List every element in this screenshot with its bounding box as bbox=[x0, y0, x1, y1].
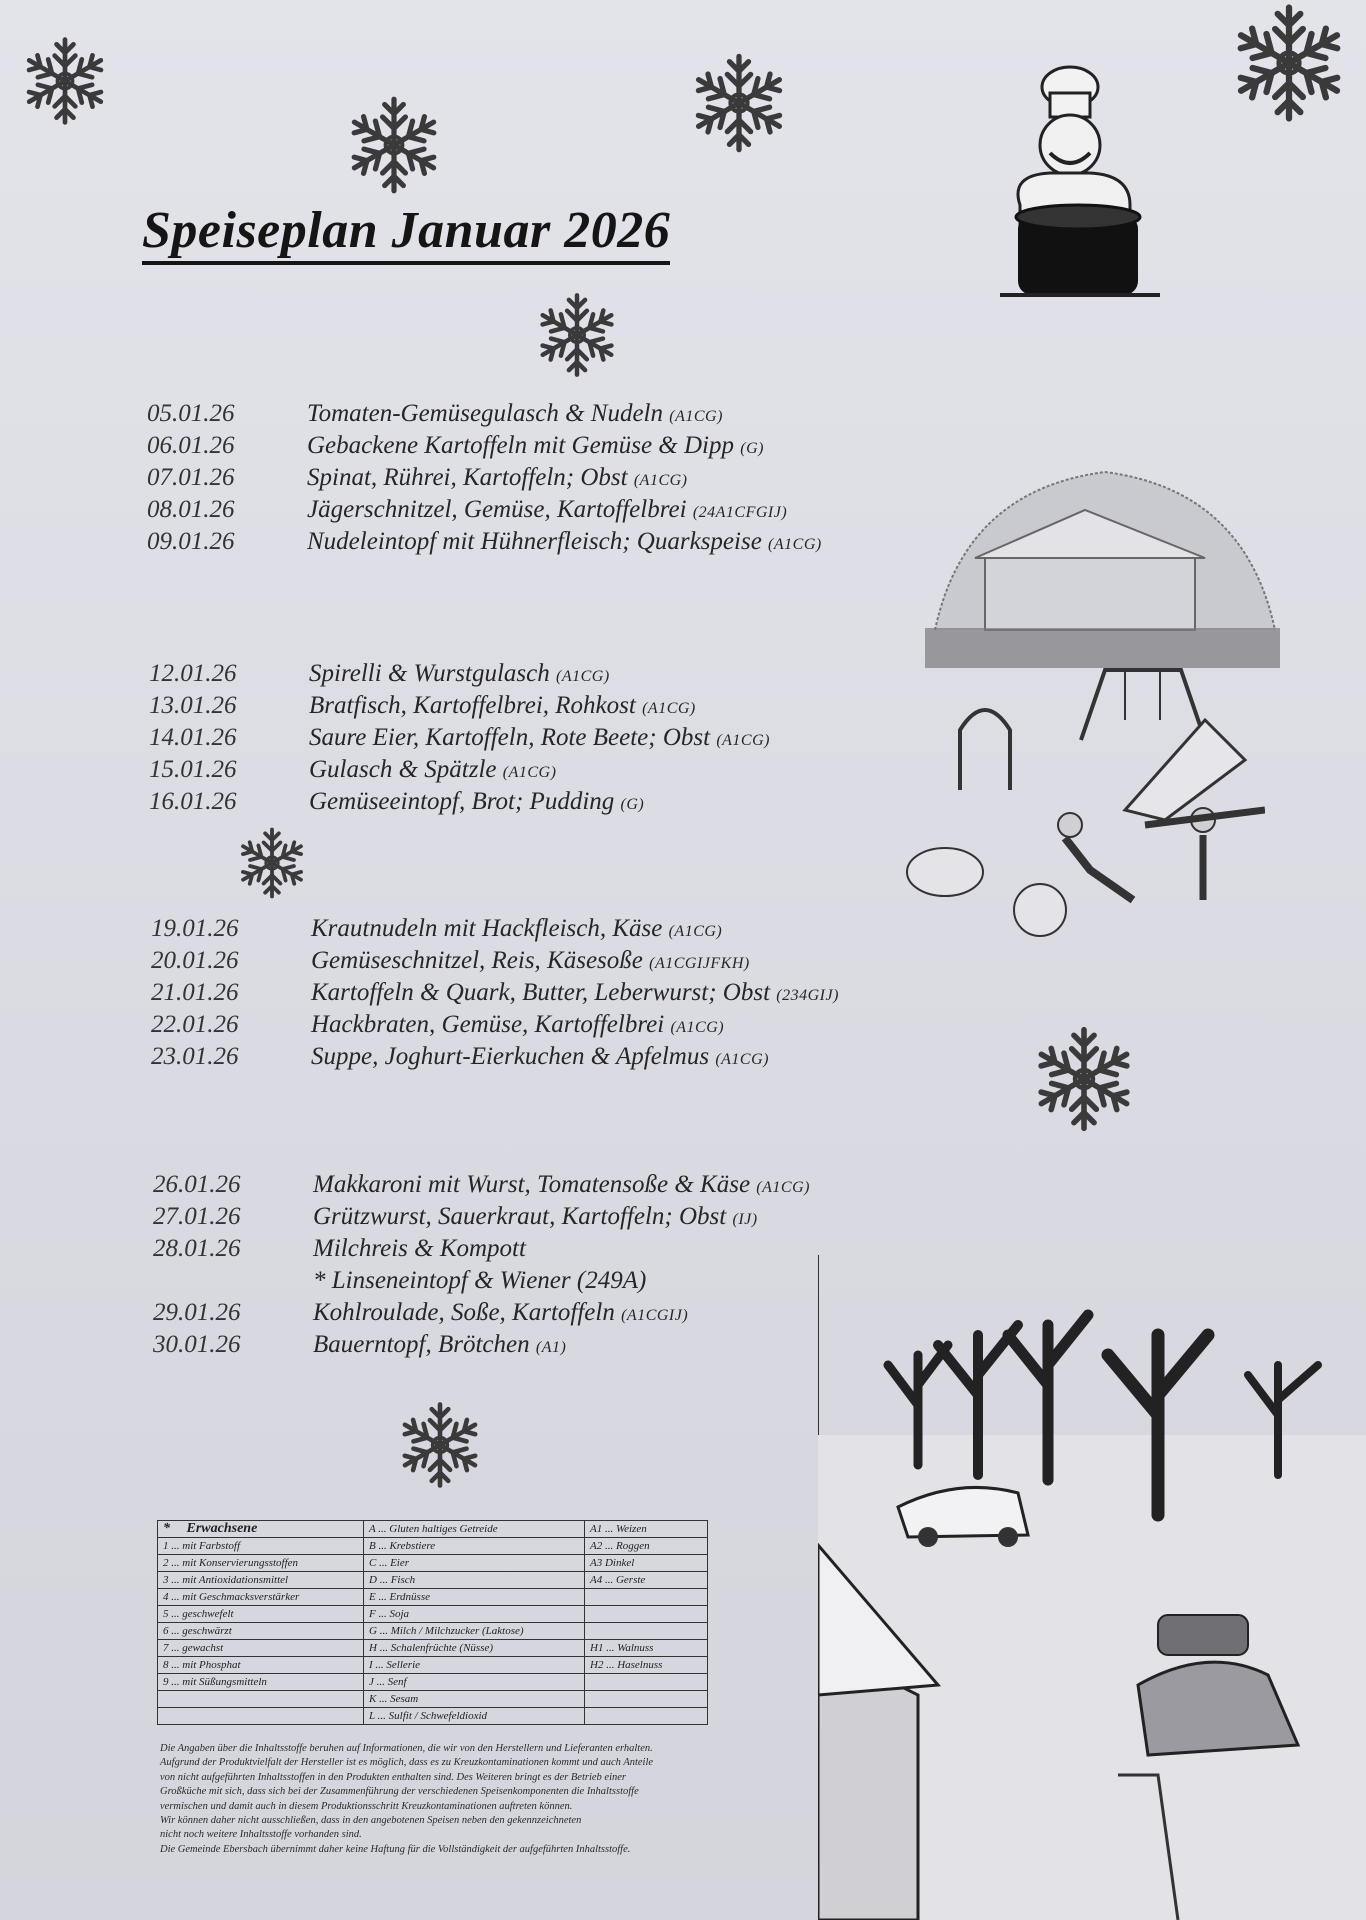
meal-text: Milchreis & Kompott bbox=[313, 1235, 526, 1262]
menu-meal bbox=[307, 432, 764, 460]
menu-date: 15.01.26 bbox=[149, 756, 237, 783]
legend-cell bbox=[585, 1606, 708, 1623]
allergen-disclaimer bbox=[160, 1742, 810, 1857]
disclaimer-line: Die Gemeinde Ebersbach übernimmt daher keine Haftung für die Vollständigkeit der aufgeführten Inhaltsstoffe. bbox=[160, 1843, 631, 1855]
menu-meal bbox=[311, 979, 839, 1007]
legend-cell: C ... Eier bbox=[364, 1555, 585, 1572]
allergen-code: (A1CG) bbox=[556, 668, 610, 685]
menu-date: 05.01.26 bbox=[147, 400, 235, 427]
meal-text: Jägerschnitzel, Gemüse, Kartoffelbrei bbox=[307, 496, 687, 523]
menu-meal bbox=[307, 496, 787, 524]
disclaimer-line: nicht noch weitere Inhaltsstoffe vorhanden sind. bbox=[160, 1829, 362, 1841]
allergen-code: (A1CG) bbox=[768, 536, 822, 553]
disclaimer-line: Aufgrund der Produktvielfalt der Hersteller ist es möglich, dass es zu Kreuzkontaminationen kommt und auch Anteile bbox=[160, 1757, 654, 1769]
snowflake-icon bbox=[1226, 0, 1352, 126]
menu-meal bbox=[311, 947, 750, 975]
legend-cell: 8 ... mit Phosphat bbox=[158, 1657, 364, 1674]
legend-cell: A4 ... Gerste bbox=[585, 1572, 708, 1589]
legend-cell bbox=[585, 1589, 708, 1606]
disclaimer-line: Wir können daher nicht ausschließen, dass in den angebotenen Speisen neben den gekennzeichneten bbox=[160, 1815, 582, 1827]
legend-row bbox=[158, 1674, 708, 1691]
menu-date: 29.01.26 bbox=[153, 1299, 241, 1326]
menu-date: 22.01.26 bbox=[151, 1011, 239, 1038]
legend-row bbox=[158, 1538, 708, 1555]
menu-date: 08.01.26 bbox=[147, 496, 235, 523]
meal-text: Hackbraten, Gemüse, Kartoffelbrei bbox=[311, 1011, 665, 1038]
legend-row bbox=[158, 1555, 708, 1572]
page-title: Speiseplan Januar 2026 bbox=[142, 204, 670, 265]
menu-date: 16.01.26 bbox=[149, 788, 237, 815]
legend-row bbox=[158, 1640, 708, 1657]
meal-text: Spirelli & Wurstgulasch bbox=[309, 660, 550, 687]
menu-meal bbox=[309, 788, 644, 816]
legend-cell: 4 ... mit Geschmacksverstärker bbox=[158, 1589, 364, 1606]
legend-cell: D ... Fisch bbox=[364, 1572, 585, 1589]
menu-date: 20.01.26 bbox=[151, 947, 239, 974]
legend-header-row bbox=[158, 1521, 708, 1538]
legend-cell bbox=[585, 1691, 708, 1708]
legend-star: * bbox=[163, 1521, 170, 1536]
legend-row bbox=[158, 1657, 708, 1674]
snowy-house-illustration bbox=[925, 460, 1280, 670]
allergen-code: (A1CGIJFKH) bbox=[649, 955, 750, 972]
allergen-legend-table bbox=[157, 1520, 708, 1725]
meal-text: Suppe, Joghurt-Eierkuchen & Apfelmus bbox=[311, 1043, 710, 1070]
menu-date: 14.01.26 bbox=[149, 724, 237, 751]
legend-cell: 3 ... mit Antioxidationsmittel bbox=[158, 1572, 364, 1589]
menu-meal bbox=[309, 756, 556, 784]
legend-cell: I ... Sellerie bbox=[364, 1657, 585, 1674]
playground-illustration bbox=[905, 660, 1265, 940]
legend-cell: K ... Sesam bbox=[364, 1691, 585, 1708]
legend-cell bbox=[585, 1623, 708, 1640]
legend-cell: 7 ... gewachst bbox=[158, 1640, 364, 1657]
menu-meal bbox=[309, 692, 696, 720]
allergen-code: (A1CGIJ) bbox=[621, 1307, 689, 1324]
allergen-code: (A1CG) bbox=[716, 732, 770, 749]
menu-date: 27.01.26 bbox=[153, 1203, 241, 1230]
snowflake-icon bbox=[394, 1399, 486, 1491]
menu-date: 07.01.26 bbox=[147, 464, 235, 491]
meal-text: Bratfisch, Kartoffelbrei, Rohkost bbox=[309, 692, 636, 719]
meal-text: * Linseneintopf & Wiener (249A) bbox=[313, 1267, 647, 1294]
allergen-code: (A1CG) bbox=[756, 1179, 810, 1196]
menu-meal bbox=[307, 464, 688, 492]
winter-village-illustration bbox=[818, 1215, 1366, 1920]
legend-row bbox=[158, 1623, 708, 1640]
meal-text: Bauerntopf, Brötchen bbox=[313, 1331, 530, 1358]
allergen-code: (G) bbox=[740, 440, 764, 457]
legend-cell: H ... Schalenfrüchte (Nüsse) bbox=[364, 1640, 585, 1657]
allergen-code: (A1CG) bbox=[715, 1051, 769, 1068]
allergen-code: (IJ) bbox=[732, 1211, 758, 1228]
meal-text: Nudeleintopf mit Hühnerfleisch; Quarkspeise bbox=[307, 528, 762, 555]
legend-cell: 9 ... mit Süßungsmitteln bbox=[158, 1674, 364, 1691]
menu-date: 26.01.26 bbox=[153, 1171, 241, 1198]
meal-text: Spinat, Rührei, Kartoffeln; Obst bbox=[307, 464, 628, 491]
legend-cell: A1 ... Weizen bbox=[585, 1521, 708, 1538]
menu-date: 13.01.26 bbox=[149, 692, 237, 719]
meal-text: Kartoffeln & Quark, Butter, Leberwurst; Obst bbox=[311, 979, 771, 1006]
menu-date: 06.01.26 bbox=[147, 432, 235, 459]
menu-meal bbox=[313, 1267, 646, 1295]
snowflake-icon bbox=[532, 287, 622, 383]
legend-cell: E ... Erdnüsse bbox=[364, 1589, 585, 1606]
legend-row bbox=[158, 1606, 708, 1623]
allergen-code: (A1CG) bbox=[669, 408, 723, 425]
legend-cell: F ... Soja bbox=[364, 1606, 585, 1623]
menu-meal bbox=[313, 1171, 810, 1199]
legend-cell: J ... Senf bbox=[364, 1674, 585, 1691]
legend-cell bbox=[585, 1708, 708, 1725]
meal-text: Krautnudeln mit Hackfleisch, Käse bbox=[311, 915, 663, 942]
menu-meal bbox=[313, 1299, 688, 1327]
allergen-code: (A1CG) bbox=[670, 1019, 725, 1036]
snowflake-icon bbox=[1028, 1022, 1140, 1136]
menu-meal bbox=[311, 1011, 724, 1039]
allergen-code: (A1CG) bbox=[502, 764, 557, 781]
legend-header-cell bbox=[158, 1521, 364, 1538]
legend-cell: B ... Krebstiere bbox=[364, 1538, 585, 1555]
allergen-code: (A1CG) bbox=[668, 923, 723, 940]
allergen-code: (A1) bbox=[535, 1339, 567, 1356]
menu-meal bbox=[309, 660, 610, 688]
meal-text: Makkaroni mit Wurst, Tomatensoße & Käse bbox=[313, 1171, 751, 1198]
menu-date: 09.01.26 bbox=[147, 528, 235, 555]
allergen-code: (A1CG) bbox=[633, 472, 688, 489]
disclaimer-line: Großküche mit sich, dass sich bei der Zusammenführung der verschiedenen Speisenkomponenten die Inhaltsstoffe bbox=[160, 1786, 639, 1798]
legend-cell: A2 ... Roggen bbox=[585, 1538, 708, 1555]
snowflake-icon bbox=[234, 823, 310, 903]
meal-text: Gebackene Kartoffeln mit Gemüse & Dipp bbox=[307, 432, 734, 459]
legend-row bbox=[158, 1572, 708, 1589]
disclaimer-line: von nicht aufgeführten Inhaltsstoffen in den Produkten enthalten sind. Des Weiteren bringt es der Betrieb einer bbox=[160, 1771, 626, 1783]
legend-row bbox=[158, 1589, 708, 1606]
legend-cell: H1 ... Walnuss bbox=[585, 1640, 708, 1657]
allergen-code: (24A1CFGIJ) bbox=[692, 504, 788, 521]
legend-cell: A ... Gluten haltiges Getreide bbox=[364, 1521, 585, 1538]
legend-cell: A3 Dinkel bbox=[585, 1555, 708, 1572]
chef-illustration bbox=[980, 55, 1180, 315]
menu-meal bbox=[307, 400, 723, 428]
menu-date: 21.01.26 bbox=[151, 979, 239, 1006]
legend-cell: G ... Milch / Milchzucker (Laktose) bbox=[364, 1623, 585, 1640]
meal-text: Kohlroulade, Soße, Kartoffeln bbox=[313, 1299, 615, 1326]
legend-cell: 6 ... geschwärzt bbox=[158, 1623, 364, 1640]
menu-meal bbox=[307, 528, 822, 556]
meal-text: Grützwurst, Sauerkraut, Kartoffeln; Obst bbox=[313, 1203, 727, 1230]
allergen-code: (G) bbox=[620, 796, 645, 813]
legend-cell: H2 ... Haselnuss bbox=[585, 1657, 708, 1674]
menu-date: 12.01.26 bbox=[149, 660, 237, 687]
menu-meal bbox=[311, 1043, 769, 1071]
disclaimer-line: Die Angaben über die Inhaltsstoffe beruhen auf Informationen, die wir von den Herstellern und Lieferanten erhalten. bbox=[160, 1743, 653, 1754]
menu-date: 28.01.26 bbox=[153, 1235, 241, 1262]
legend-cell bbox=[585, 1674, 708, 1691]
legend-header: Erwachsene bbox=[186, 1521, 258, 1536]
snowflake-icon bbox=[18, 34, 112, 128]
meal-text: Saure Eier, Kartoffeln, Rote Beete; Obst bbox=[309, 724, 711, 751]
legend-cell: 2 ... mit Konservierungsstoffen bbox=[158, 1555, 364, 1572]
legend-cell bbox=[158, 1708, 364, 1725]
menu-meal bbox=[313, 1331, 566, 1359]
allergen-code: (A1CG) bbox=[642, 700, 696, 717]
menu-meal bbox=[313, 1235, 526, 1263]
meal-text: Tomaten-Gemüsegulasch & Nudeln bbox=[307, 400, 663, 427]
menu-date: 19.01.26 bbox=[151, 915, 239, 942]
allergen-code: (234GIJ) bbox=[776, 987, 839, 1004]
legend-row bbox=[158, 1691, 708, 1708]
snowflake-icon bbox=[342, 93, 446, 197]
meal-text: Gulasch & Spätzle bbox=[309, 756, 497, 783]
menu-meal bbox=[313, 1203, 758, 1231]
legend-row bbox=[158, 1708, 708, 1725]
meal-text: Gemüseschnitzel, Reis, Käsesoße bbox=[311, 947, 643, 974]
menu-meal bbox=[311, 915, 722, 943]
disclaimer-line: vermischen und damit auch in diesem Produktionsschritt Kreuzkontaminationen auftreten können. bbox=[160, 1800, 573, 1812]
menu-date: 30.01.26 bbox=[153, 1331, 241, 1358]
legend-cell bbox=[158, 1691, 364, 1708]
meal-text: Gemüseeintopf, Brot; Pudding bbox=[309, 788, 615, 815]
legend-cell: L ... Sulfit / Schwefeldioxid bbox=[364, 1708, 585, 1725]
menu-date: 23.01.26 bbox=[151, 1043, 239, 1070]
legend-cell: 1 ... mit Farbstoff bbox=[158, 1538, 364, 1555]
legend-cell: 5 ... geschwefelt bbox=[158, 1606, 364, 1623]
menu-meal bbox=[309, 724, 770, 752]
snowflake-icon bbox=[686, 50, 792, 156]
